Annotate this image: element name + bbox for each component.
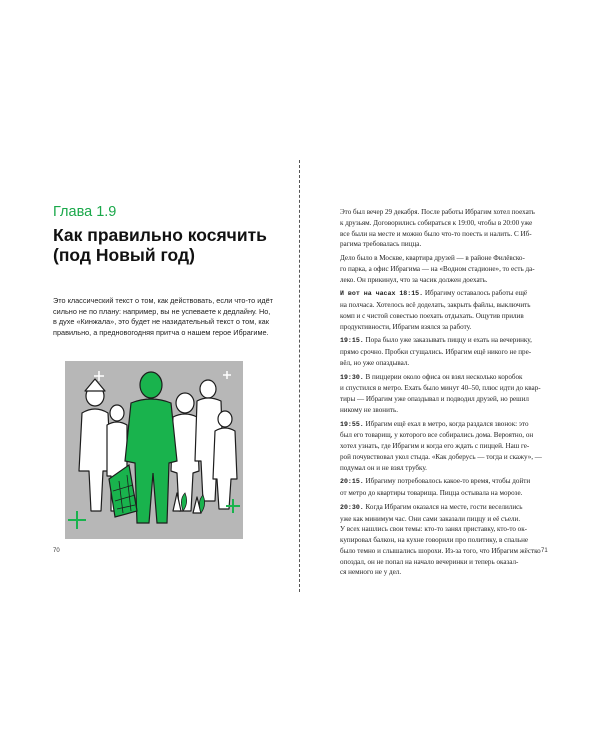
intro-line: правильно, а предновогодняя притча о нашем герое Ибрагиме. xyxy=(53,327,269,337)
chapter-intro xyxy=(53,296,289,338)
line-text: от метро до квартиры товарища. Пицца остывала на морозе. xyxy=(340,489,523,497)
text-line xyxy=(340,535,556,546)
line-text: хотел узнать, где Ибрагим и когда его ждать с пиццей. Наш ге- xyxy=(340,442,530,450)
intro-line: сильно не по плану: например, вы не успеваете к дедлайну. Но, xyxy=(53,306,271,316)
line-text: на полчаса. Хотелось всё доделать, закрыть файлы, выключить xyxy=(340,301,531,309)
body-paragraph xyxy=(340,335,556,368)
line-text: все были на месте и можно было что-то поесть и налить. С Иб- xyxy=(340,229,532,238)
line-text: Это был вечер 29 декабря. После работы Ибрагим хотел поехать xyxy=(340,208,535,216)
text-line xyxy=(340,288,556,300)
text-line xyxy=(340,514,556,525)
text-line xyxy=(340,322,556,333)
line-text: У всех нашлись свои темы: кто-то занял приставку, кто-то ок- xyxy=(340,525,527,534)
line-text: был его товарищ, у которого все собирались дома. Вероятно, он xyxy=(340,431,534,440)
line-text: было темно и слышались шорохи. Из-за того, что Ибрагим жёстко xyxy=(340,546,541,555)
text-line xyxy=(340,463,556,474)
line-text: прямо срочно. Пробки сгущались. Ибрагим ещё никого не пре- xyxy=(340,348,532,356)
text-line xyxy=(340,557,556,568)
text-line xyxy=(340,419,556,431)
line-text: Ибрагим ещё ехал в метро, когда раздался звонок: это xyxy=(363,419,529,428)
text-line xyxy=(340,405,556,416)
text-line xyxy=(340,476,556,488)
chapter-title-line: (под Новый год) xyxy=(53,245,195,265)
text-line xyxy=(340,394,556,405)
line-text: подумал он и не взял трубку. xyxy=(340,463,427,472)
text-line xyxy=(340,275,556,286)
line-text: Дело было в Москве, квартира друзей — в районе Филёвско- xyxy=(340,254,525,262)
timestamp: 19:30. xyxy=(340,373,364,381)
text-line xyxy=(340,546,556,557)
page-number-right: 71 xyxy=(541,548,548,554)
body-paragraph xyxy=(340,207,556,250)
line-text: никому не звонить. xyxy=(340,405,398,414)
text-line xyxy=(340,383,556,394)
body-paragraph xyxy=(340,476,556,499)
timestamp: 20:15. xyxy=(340,478,364,486)
line-text: Ибрагиму оставалось работы ещё xyxy=(423,289,528,298)
text-line xyxy=(340,300,556,311)
text-line xyxy=(340,524,556,535)
text-line xyxy=(340,452,556,463)
text-line xyxy=(340,372,556,384)
line-text: В пиццерии около офиса он взял несколько коробок xyxy=(363,372,523,381)
body-paragraph xyxy=(340,253,556,285)
line-text: рагима требовалась пицца. xyxy=(340,240,422,249)
timestamp: 20:30. xyxy=(340,503,364,511)
line-text: вёл, но уже опаздывал. xyxy=(340,358,410,367)
right-page-text xyxy=(340,207,556,581)
text-line xyxy=(340,239,556,250)
text-line xyxy=(340,347,556,358)
text-line xyxy=(340,311,556,322)
timestamp: 19:55. xyxy=(340,420,364,428)
page-number-left: 70 xyxy=(53,548,60,554)
chapter-title xyxy=(53,225,283,265)
timestamp: И вот на часах 18:15. xyxy=(340,290,424,298)
body-paragraph xyxy=(340,288,556,332)
line-text: го парка, а офис Ибрагима — на «Водном стадионе», то есть да- xyxy=(340,264,535,273)
page-gutter xyxy=(299,160,300,592)
line-text: опоздал, он не попал на начало вечеринки и теперь оказал- xyxy=(340,557,519,566)
text-line xyxy=(340,502,556,514)
chapter-label: Глава 1.9 xyxy=(53,204,117,220)
line-text: рой почувствовал укол стыда. «Как доберусь — тогда и скажу», — xyxy=(340,452,542,461)
intro-line: Это классический текст о том, как действовать, если что-то идёт xyxy=(53,296,273,305)
line-text: Пора было уже заказывать пиццу и ехать на вечеринку, xyxy=(363,336,532,345)
line-text: и спустился в метро. Ехать было минут 40–50, плюс идти до квар- xyxy=(340,384,541,393)
text-line xyxy=(340,430,556,441)
body-paragraph xyxy=(340,419,556,474)
line-text: комп и с чистой совестью поехать отдыхать. Ощутив прилив xyxy=(340,311,524,320)
text-line xyxy=(340,229,556,240)
line-text: купировал балкон, на кухне говорили про политику, в спальне xyxy=(340,536,529,544)
text-line xyxy=(340,567,556,578)
text-line xyxy=(340,253,556,264)
line-text: ся немного не у дел. xyxy=(340,568,402,577)
chapter-title-line: Как правильно косячить xyxy=(53,225,267,245)
line-text: продуктивности, Ибрагим взялся за работу. xyxy=(340,322,472,331)
body-paragraph xyxy=(340,502,556,578)
line-text: уже как минимум час. Они сами заказали пиццу и её съели. xyxy=(340,514,521,523)
body-paragraph xyxy=(340,372,556,416)
text-line xyxy=(340,207,556,218)
intro-line: в духе «Кинжала», это будет не назидательный текст о том, как xyxy=(53,317,269,327)
text-line xyxy=(340,335,556,347)
line-text: Ибрагиму потребовалось какое-то время, чтобы дойти xyxy=(363,477,531,486)
line-text: тиры — Ибрагим уже опаздывал и подводил друзей, но решил xyxy=(340,395,529,403)
timestamp: 19:15. xyxy=(340,337,364,345)
line-text: Когда Ибрагим оказался на месте, гости веселились xyxy=(363,502,523,511)
text-line xyxy=(340,488,556,499)
line-text: леко. Он прикинул, что за часик должен доехать. xyxy=(340,275,488,284)
text-line xyxy=(340,358,556,369)
party-illustration xyxy=(65,361,243,539)
text-line xyxy=(340,218,556,229)
line-text: к друзьям. Договорились собираться к 19:00, чтобы в 20:00 уже xyxy=(340,218,533,227)
text-line xyxy=(340,264,556,275)
text-line xyxy=(340,441,556,452)
